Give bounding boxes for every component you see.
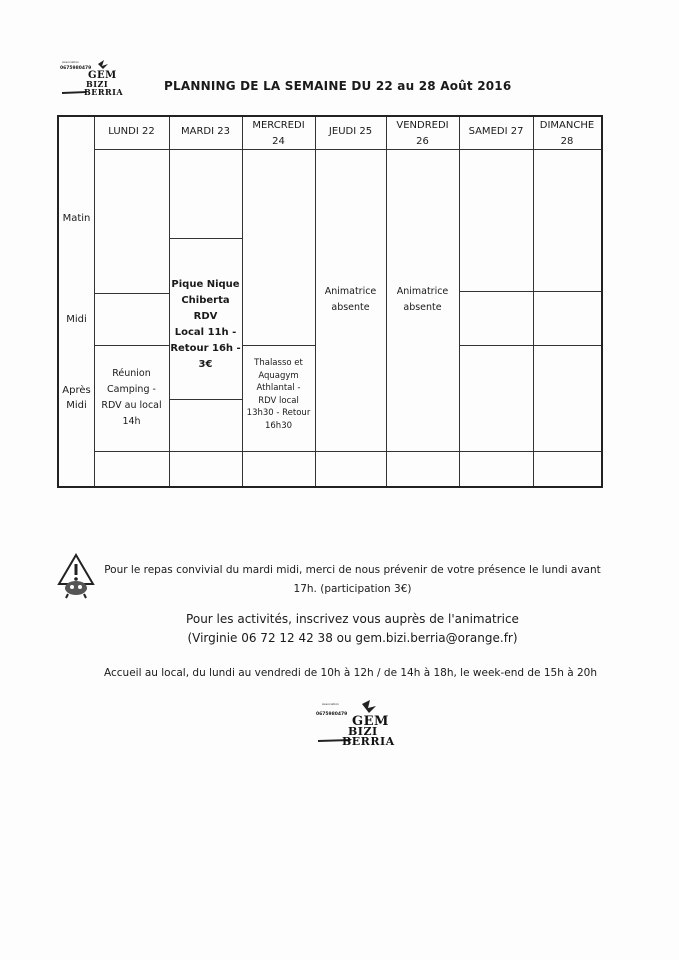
note-repas-line1: Pour le repas convivial du mardi midi, merci de nous prévenir de votre présence le lundi avant — [104, 564, 601, 576]
logo-association: Association — [322, 702, 340, 706]
day-label: JEUDI 25 — [328, 126, 373, 137]
row-divider — [94, 451, 169, 452]
logo-berria: BERRIA — [342, 735, 395, 748]
col-divider — [533, 117, 534, 486]
cell-line: absente — [403, 302, 442, 313]
row-label-midi: Midi — [66, 314, 87, 325]
note-repas-line2: 17h. (participation 3€) — [293, 583, 412, 595]
note-repas — [100, 561, 605, 599]
cell-line: Chiberta RDV — [181, 295, 230, 322]
warning-icon — [56, 552, 96, 600]
day-header-jeudi — [315, 125, 386, 138]
logo-bizi: BIZI — [86, 79, 109, 89]
cell-line: Local 11h - — [174, 327, 237, 338]
logo-association: Association — [62, 60, 80, 64]
schedule-table — [57, 115, 603, 488]
note-activites-line1: Pour les activités, inscrivez vous auprès de l'animatrice — [186, 612, 519, 626]
cell-line: absente — [331, 302, 370, 313]
row-divider — [459, 451, 601, 452]
cell-line: 3€ — [198, 359, 213, 370]
row-divider — [459, 345, 601, 346]
day-label: SAMEDI 27 — [468, 126, 524, 137]
day-number: 26 — [416, 136, 429, 147]
day-label: DIMANCHE — [539, 120, 595, 131]
col-divider — [459, 117, 460, 486]
cell-mardi-activity — [169, 277, 242, 373]
day-label: MARDI 23 — [181, 126, 230, 137]
logo-phone: 0675980479 — [316, 712, 348, 717]
cell-line: Athlantal - — [256, 383, 301, 393]
cell-line: RDV local — [258, 395, 299, 406]
row-divider — [169, 238, 242, 239]
cell-line: RDV au local — [101, 400, 162, 411]
day-number: 28 — [560, 136, 574, 147]
page-title: PLANNING DE LA SEMAINE DU 22 au 28 Août 2016 — [164, 79, 512, 93]
cell-jeudi-activity — [315, 284, 386, 316]
row-divider — [242, 451, 315, 452]
day-label: VENDREDI — [396, 120, 449, 131]
logo-gem: GEM — [352, 714, 389, 729]
logo-berria: BERRIA — [84, 87, 124, 97]
cell-line: Retour 16h - — [170, 343, 241, 354]
row-label-apres-midi — [59, 383, 94, 413]
row-divider — [169, 399, 242, 400]
logo-bottom — [312, 700, 395, 758]
day-header-lundi — [94, 125, 169, 138]
row-divider — [315, 451, 459, 452]
day-number: 24 — [272, 136, 285, 147]
row-divider — [94, 293, 169, 294]
cell-line: Réunion — [112, 368, 151, 379]
cell-line: Aquagym — [258, 370, 299, 381]
logo-top — [58, 58, 124, 98]
cell-line: Animatrice — [324, 286, 377, 297]
day-header-mercredi — [242, 119, 315, 148]
logo-gem: GEM — [88, 70, 117, 81]
day-header-vendredi — [386, 119, 459, 148]
cell-line: 14h — [122, 416, 141, 427]
col-divider — [94, 117, 95, 486]
day-label: LUNDI 22 — [108, 126, 155, 137]
cell-mercredi-afternoon — [242, 357, 315, 432]
cell-line: Animatrice — [396, 286, 449, 297]
logo-phone: 0675980479 — [60, 66, 92, 71]
day-label: MERCREDI — [252, 120, 305, 131]
logo-bizi: BIZI — [348, 725, 378, 738]
cell-line: 13h30 - Retour — [246, 408, 311, 418]
note-accueil: Accueil au local, du lundi au vendredi de 10h à 12h / de 14h à 18h, le week-end de 15h à 20h — [104, 667, 597, 679]
row-label-matin: Matin — [62, 213, 91, 224]
row-divider — [459, 291, 601, 292]
day-header-mardi — [169, 125, 242, 138]
row-divider — [242, 345, 315, 346]
cell-vendredi-activity — [386, 284, 459, 316]
cell-line: 16h30 — [264, 420, 293, 431]
row-label-apres: Après — [62, 385, 91, 396]
header-divider — [94, 149, 601, 150]
row-divider — [94, 345, 169, 346]
note-activites — [100, 610, 605, 648]
day-header-dimanche — [533, 119, 601, 148]
cell-line: Camping - — [107, 384, 156, 395]
row-divider — [169, 451, 242, 452]
cell-line: Thalasso et — [254, 358, 303, 368]
note-activites-line2: (Virginie 06 72 12 42 38 ou gem.bizi.berria@orange.fr) — [187, 631, 518, 645]
cell-lundi-afternoon — [94, 366, 169, 430]
row-label-midi2: Midi — [66, 400, 87, 411]
cell-line: Pique Nique — [171, 279, 240, 290]
day-header-samedi — [459, 125, 533, 138]
